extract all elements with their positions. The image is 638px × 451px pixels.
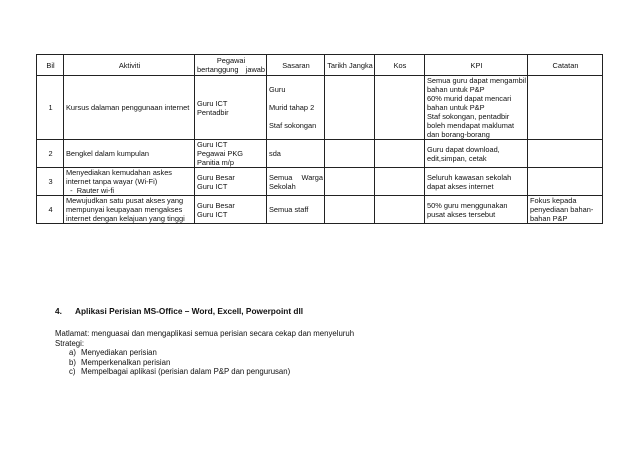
table-row bbox=[37, 140, 603, 168]
row1-kos bbox=[375, 76, 425, 140]
row1-kpi-5: Staf sokongan, pentadbir bbox=[427, 112, 510, 121]
row2-kpi-2: edit,simpan, cetak bbox=[427, 153, 487, 163]
header-pegawai bbox=[195, 55, 267, 76]
row4-pegawai-2: Guru ICT bbox=[197, 209, 228, 219]
row1-kpi bbox=[425, 76, 528, 140]
header-kpi: KPI bbox=[425, 55, 528, 76]
row4-pegawai bbox=[195, 196, 267, 224]
row3-sasaran-c: Sekolah bbox=[269, 181, 296, 191]
list-item-text: Mempelbagai aplikasi (perisian dalam P&P dan pengurusan) bbox=[81, 367, 291, 377]
row1-kpi-1: Semua guru dapat mengambil bbox=[427, 76, 527, 85]
row1-kpi-7: dan borang-borang bbox=[427, 130, 490, 139]
section-heading bbox=[55, 306, 303, 316]
table-row bbox=[37, 196, 603, 224]
row3-aktiviti-2: internet tanpa wayar (Wi-Fi) bbox=[66, 177, 158, 186]
list-marker: a) bbox=[69, 348, 76, 358]
row3-aktiviti-1: Menyediakan kemudahan askes bbox=[66, 168, 172, 177]
row3-aktiviti bbox=[64, 168, 195, 196]
header-pegawai-line2 bbox=[197, 65, 265, 74]
header-sasaran: Sasaran bbox=[267, 55, 325, 76]
row4-kpi-2: pusat akses tersebut bbox=[427, 209, 496, 219]
row2-kpi-1: Guru dapat download, bbox=[427, 144, 500, 154]
row1-kpi-6: boleh mendapat maklumat bbox=[427, 121, 515, 130]
strategi-label: Strategi: bbox=[55, 338, 85, 348]
row4-aktiviti-1: Mewujudkan satu pusat akses yang bbox=[66, 196, 184, 205]
row2-sasaran: sda bbox=[267, 140, 325, 168]
matlamat-text: Matlamat: menguasai dan mengaplikasi semua perisian secara cekap dan menyeluruh bbox=[55, 329, 355, 338]
row4-catatan-1: Fokus kepada bbox=[530, 196, 577, 205]
row3-kos bbox=[375, 168, 425, 196]
header-aktiviti: Aktiviti bbox=[64, 55, 195, 76]
row2-aktiviti: Bengkel dalam kumpulan bbox=[64, 140, 195, 168]
row4-kpi bbox=[425, 196, 528, 224]
row3-sasaran-b: Warga bbox=[301, 172, 323, 182]
table-header-row bbox=[37, 55, 603, 76]
row3-kpi-1: Seluruh kawasan sekolah bbox=[427, 172, 512, 182]
row4-aktiviti-2: mempunyai keupayaan mengakses bbox=[66, 205, 183, 214]
header-kos: Kos bbox=[375, 55, 425, 76]
table-row bbox=[37, 168, 603, 196]
list-marker: b) bbox=[69, 357, 76, 367]
row3-sasaran-a: Semua bbox=[269, 172, 293, 182]
row1-aktiviti: Kursus dalaman penggunaan internet bbox=[64, 76, 195, 140]
row2-pegawai-3: Panitia m/p bbox=[197, 158, 234, 167]
header-tarikh: Tarikh Jangka bbox=[325, 55, 375, 76]
row3-bil: 3 bbox=[37, 168, 64, 196]
row2-bil: 2 bbox=[37, 140, 64, 168]
row4-tarikh bbox=[325, 196, 375, 224]
row3-kpi bbox=[425, 168, 528, 196]
row2-pegawai-2: Pegawai PKG bbox=[197, 149, 244, 158]
row1-sasaran-3: Staf sokongan bbox=[269, 121, 317, 130]
header-pegawai-word2: jawab bbox=[245, 65, 265, 74]
row3-tarikh bbox=[325, 168, 375, 196]
row1-sasaran-2: Murid tahap 2 bbox=[269, 103, 315, 112]
row4-bil: 4 bbox=[37, 196, 64, 224]
row2-pegawai bbox=[195, 140, 267, 168]
row1-pegawai bbox=[195, 76, 267, 140]
row4-catatan-3: bahan P&P bbox=[530, 214, 568, 223]
row1-sasaran-1: Guru bbox=[269, 85, 286, 94]
row3-aktiviti-bullet: - Rauter wi-fi bbox=[66, 186, 115, 195]
row1-pegawai-1: Guru ICT bbox=[197, 98, 228, 108]
row4-aktiviti-3: internet dengan kelajuan yang tinggi bbox=[66, 214, 185, 223]
row3-pegawai bbox=[195, 168, 267, 196]
row1-kpi-3: 60% murid dapat mencari bbox=[427, 94, 512, 103]
row2-kos bbox=[375, 140, 425, 168]
section-body bbox=[55, 329, 354, 377]
list-marker: c) bbox=[69, 367, 76, 377]
header-catatan: Catatan bbox=[528, 55, 603, 76]
row4-kpi-1: 50% guru menggunakan bbox=[427, 200, 508, 210]
row3-pegawai-2: Guru ICT bbox=[197, 181, 228, 191]
row3-sasaran bbox=[267, 168, 325, 196]
activity-table bbox=[36, 54, 603, 224]
row4-catatan-2: penyediaan bahan- bbox=[530, 205, 594, 214]
strategy-list bbox=[55, 348, 354, 377]
row4-aktiviti bbox=[64, 196, 195, 224]
row3-catatan bbox=[528, 168, 603, 196]
header-pegawai-line1: Pegawai bbox=[216, 56, 246, 65]
row1-kpi-4: bahan untuk P&P bbox=[427, 103, 485, 112]
row3-sasaran-line1 bbox=[269, 173, 323, 182]
row1-tarikh bbox=[325, 76, 375, 140]
row2-tarikh bbox=[325, 140, 375, 168]
row1-sasaran bbox=[267, 76, 325, 140]
row4-catatan bbox=[528, 196, 603, 224]
row3-aktiviti-bullet-text: Rauter wi-fi bbox=[76, 186, 115, 195]
row1-kpi-2: bahan untuk P&P bbox=[427, 85, 485, 94]
row3-kpi-2: dapat akses internet bbox=[427, 181, 494, 191]
header-pegawai-word1: bertanggung bbox=[197, 65, 239, 74]
row4-pegawai-1: Guru Besar bbox=[197, 200, 235, 210]
row4-sasaran: Semua staff bbox=[267, 196, 325, 224]
row1-bil: 1 bbox=[37, 76, 64, 140]
row3-pegawai-1: Guru Besar bbox=[197, 172, 235, 182]
list-item-text: Memperkenalkan perisian bbox=[81, 357, 171, 367]
row4-kos bbox=[375, 196, 425, 224]
header-bil: Bil bbox=[37, 55, 64, 76]
list-item-text: Menyediakan perisian bbox=[81, 348, 157, 358]
row2-catatan bbox=[528, 140, 603, 168]
row1-pegawai-2: Pentadbir bbox=[197, 107, 229, 117]
row2-kpi bbox=[425, 140, 528, 168]
row2-pegawai-1: Guru ICT bbox=[197, 140, 228, 149]
list-item bbox=[55, 348, 354, 358]
list-item bbox=[55, 358, 354, 368]
section-title: Aplikasi Perisian MS-Office – Word, Excell, Powerpoint dll bbox=[75, 306, 304, 316]
row1-catatan bbox=[528, 76, 603, 140]
table-row bbox=[37, 76, 603, 140]
list-item bbox=[55, 367, 354, 377]
section-number: 4. bbox=[55, 306, 62, 316]
